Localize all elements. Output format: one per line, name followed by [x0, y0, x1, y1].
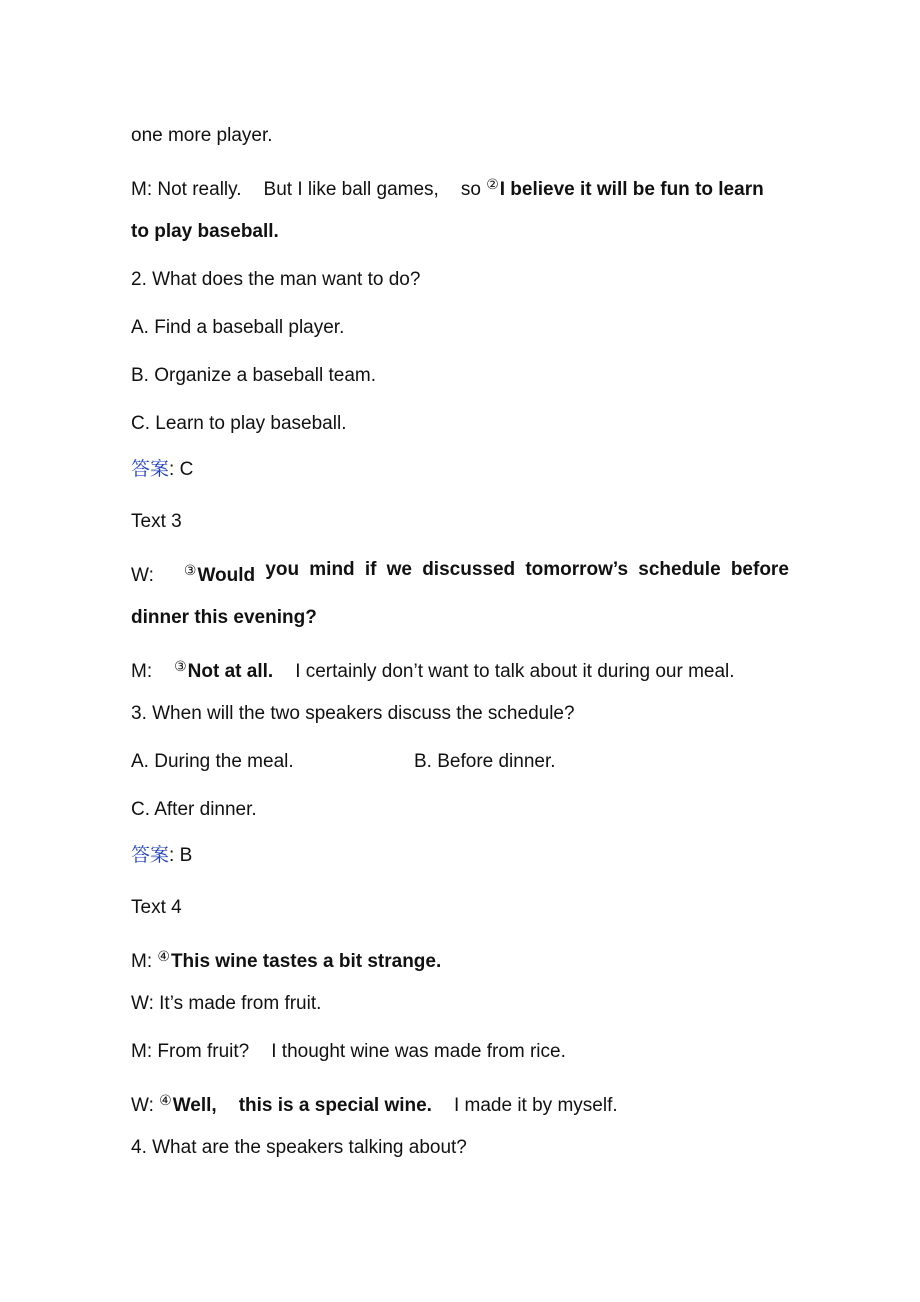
line-text: one more player.	[131, 125, 273, 146]
option-a: A. During the meal.	[131, 751, 294, 772]
answer-line	[131, 844, 789, 868]
dialogue-line	[131, 606, 789, 630]
speaker-label: W: ③Would	[131, 562, 256, 586]
answer-value: : C	[169, 459, 194, 480]
question-2	[131, 268, 789, 292]
dialogue-line	[131, 1040, 789, 1064]
dialogue-line	[131, 944, 789, 974]
question-text: 4. What are the speakers talking about?	[131, 1137, 467, 1158]
word: you	[265, 559, 300, 580]
option-text: A. Find a baseball player.	[131, 317, 345, 338]
speaker-label: M:	[131, 661, 153, 682]
word: discussed	[422, 559, 516, 580]
speaker-label: M:	[131, 951, 153, 972]
option-text: C. After dinner.	[131, 799, 257, 820]
key-sentence: This wine tastes a bit strange.	[170, 951, 442, 972]
dialogue-line	[131, 992, 789, 1016]
circled-number-marker: ②	[486, 176, 499, 192]
line-text: M: Not really.	[131, 179, 242, 200]
word: schedule	[638, 559, 721, 580]
option-a	[131, 316, 789, 340]
line-text: I made it by myself.	[453, 1095, 618, 1116]
key-sentence: this is a special wine.	[238, 1095, 432, 1116]
dialogue-line	[131, 172, 789, 202]
word: tomorrow’s	[525, 559, 629, 580]
line-text: I certainly don’t want to talk about it during our meal.	[295, 661, 735, 682]
option-text: B. Organize a baseball team.	[131, 365, 377, 386]
question-text: 3. When will the two speakers discuss the schedule?	[131, 703, 575, 724]
question-text: 2. What does the man want to do?	[131, 269, 421, 290]
word: if	[364, 559, 377, 580]
option-text: C. Learn to play baseball.	[131, 413, 347, 434]
key-sentence: I believe it will be fun to learn	[499, 179, 764, 200]
key-sentence: Not at all.	[187, 661, 274, 682]
dialogue-line-justified	[131, 558, 789, 588]
dialogue-line	[131, 124, 789, 148]
circled-number-marker: ④	[157, 948, 170, 964]
key-sentence: Well,	[172, 1095, 217, 1116]
line-text: W: It’s made from fruit.	[131, 993, 322, 1014]
answer-label: 答案	[131, 459, 170, 480]
question-4	[131, 1136, 789, 1160]
circled-number-marker: ④	[159, 1092, 172, 1108]
speaker-label: W:	[131, 1095, 154, 1116]
key-sentence: dinner this evening?	[131, 607, 317, 628]
line-text: But I like ball games,	[263, 179, 439, 200]
option-c	[131, 798, 789, 822]
section-title: Text 4	[131, 897, 182, 918]
section-title: Text 3	[131, 511, 182, 532]
dialogue-line	[131, 220, 789, 244]
word: before	[730, 559, 789, 580]
option-b	[131, 364, 789, 388]
word: we	[386, 559, 413, 580]
option-b: B. Before dinner.	[414, 751, 556, 772]
key-sentence: to play baseball.	[131, 221, 279, 242]
answer-value: : B	[169, 845, 193, 866]
word: mind	[309, 559, 355, 580]
dialogue-line	[131, 1088, 789, 1118]
section-heading	[131, 896, 789, 920]
answer-label: 答案	[131, 845, 170, 866]
line-text: so	[460, 179, 481, 200]
section-heading	[131, 510, 789, 534]
circled-number-marker: ③	[174, 658, 187, 674]
options-row	[131, 750, 789, 774]
option-c	[131, 412, 789, 436]
dialogue-line	[131, 654, 789, 684]
circled-number-marker: ③	[183, 562, 197, 578]
line-text: M: From fruit?	[131, 1041, 250, 1062]
question-3	[131, 702, 789, 726]
answer-line	[131, 458, 789, 482]
line-text: I thought wine was made from rice.	[271, 1041, 566, 1062]
